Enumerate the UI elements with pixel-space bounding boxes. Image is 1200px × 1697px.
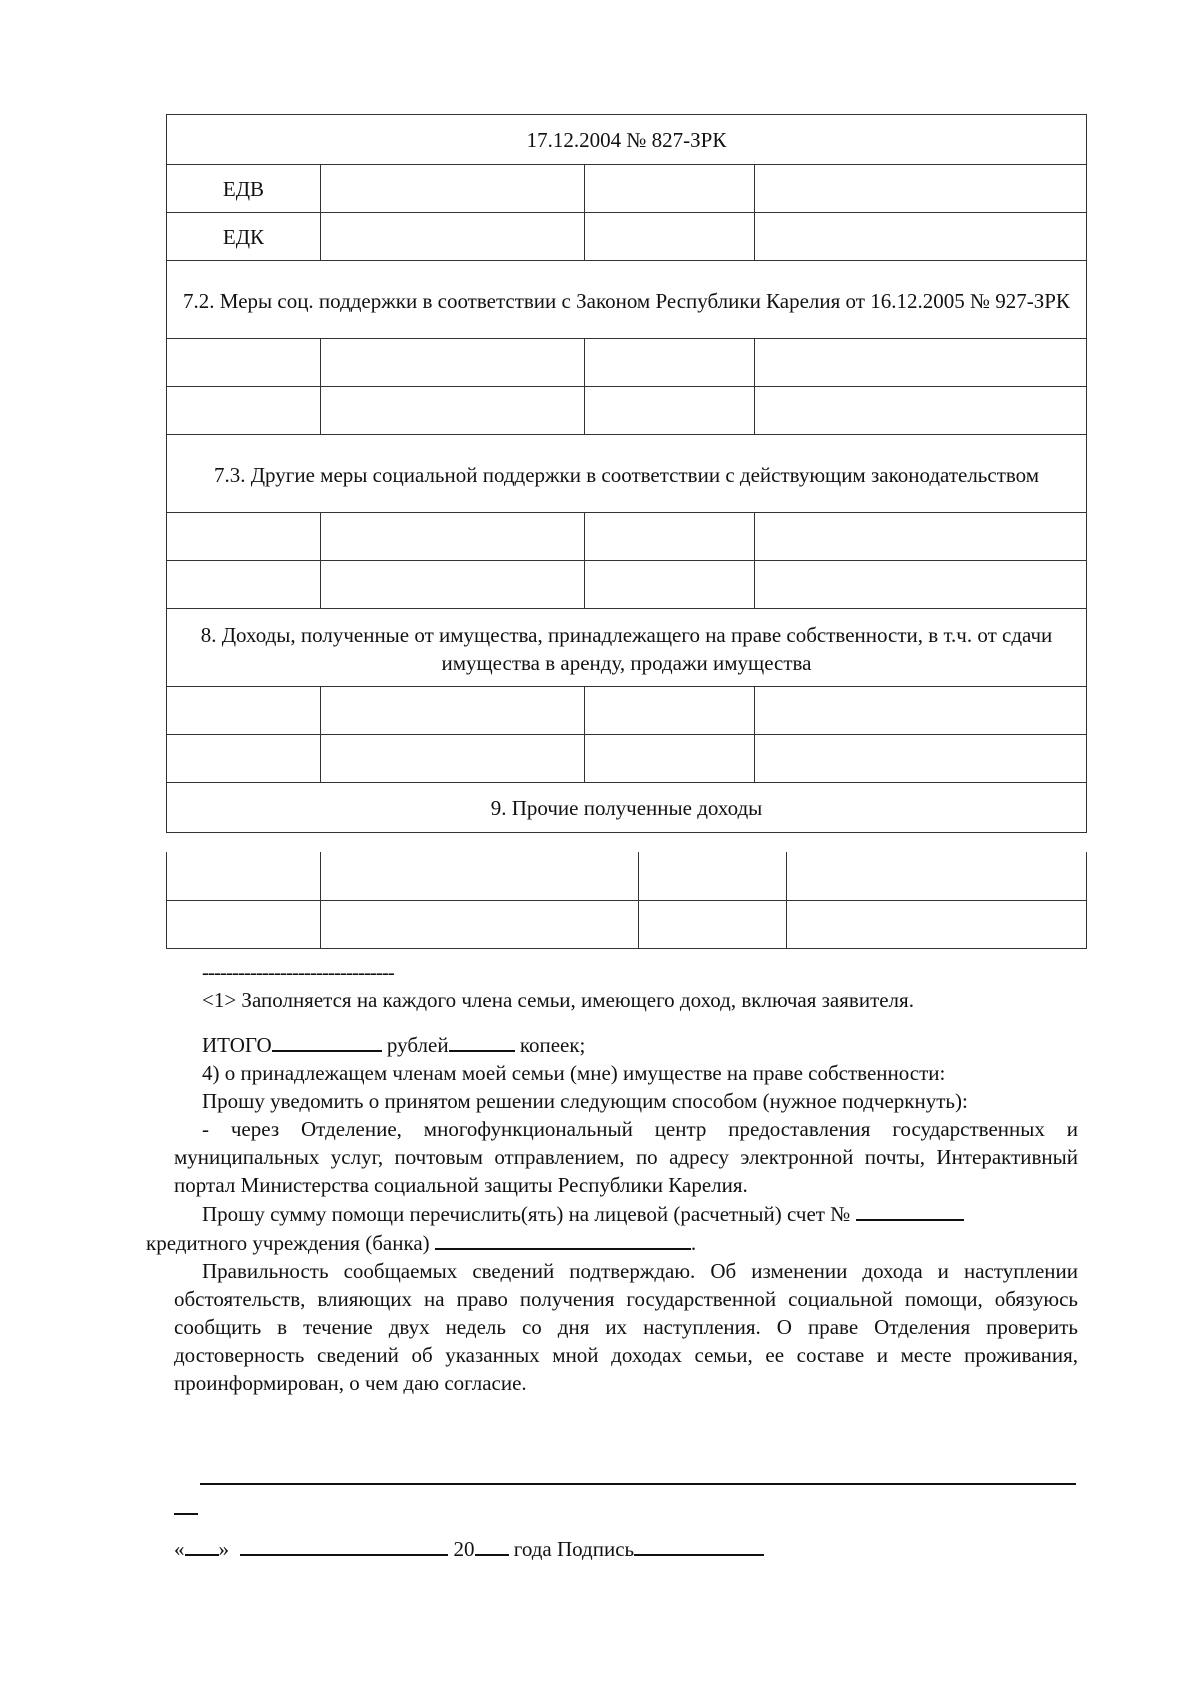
- table-row: [167, 735, 1087, 783]
- signature-label: года Подпись: [513, 1537, 635, 1561]
- table-cell[interactable]: [585, 735, 755, 783]
- table-cell[interactable]: [167, 900, 321, 948]
- notify-text: Прошу уведомить о принятом решении следующим способом (нужное подчеркнуть):: [202, 1089, 968, 1113]
- table-cell[interactable]: [585, 513, 755, 561]
- table-cell[interactable]: [755, 213, 1087, 261]
- footnote-separator: --------------------------------: [202, 960, 394, 984]
- transfer-text: [146, 1199, 1078, 1257]
- table-row: [167, 213, 1087, 261]
- table-row: [167, 513, 1087, 561]
- month-field[interactable]: [240, 1534, 448, 1556]
- table-cell[interactable]: [167, 513, 321, 561]
- edk-label: ЕДК: [167, 213, 321, 261]
- table-cell[interactable]: [167, 561, 321, 609]
- bank-label: кредитного учреждения (банка): [146, 1231, 430, 1255]
- table-cell[interactable]: [321, 900, 639, 948]
- income-table: [166, 114, 1087, 833]
- rub-label: рублей: [386, 1033, 449, 1057]
- table-cell[interactable]: [585, 561, 755, 609]
- line-stub: [174, 1513, 198, 1515]
- table-row: [167, 687, 1087, 735]
- bank-field[interactable]: [435, 1228, 691, 1250]
- kop-field[interactable]: [449, 1030, 515, 1052]
- table-cell[interactable]: [321, 513, 585, 561]
- day-field[interactable]: [185, 1534, 219, 1556]
- table-cell[interactable]: [167, 687, 321, 735]
- table-cell[interactable]: [167, 339, 321, 387]
- section-7-2-header: 7.2. Меры соц. поддержки в соответствии с Законом Республики Карелия от 16.12.2005 № 927-ЗРК: [167, 261, 1087, 339]
- transfer-label: Прошу сумму помощи перечислить(ять) на лицевой (расчетный) счет №: [202, 1202, 851, 1226]
- table-row: [167, 900, 1087, 948]
- table-cell[interactable]: [321, 852, 639, 900]
- table-row: [167, 561, 1087, 609]
- table-cell[interactable]: [755, 387, 1087, 435]
- table-cell[interactable]: [755, 687, 1087, 735]
- table-row: [167, 165, 1087, 213]
- section-7-3-header: 7.3. Другие меры социальной поддержки в соответствии с действующим законодательством: [167, 435, 1087, 513]
- table-cell[interactable]: [585, 165, 755, 213]
- table-cell[interactable]: [639, 852, 787, 900]
- table-cell[interactable]: [321, 213, 585, 261]
- table-cell[interactable]: [167, 387, 321, 435]
- table-cell[interactable]: [321, 687, 585, 735]
- table-cell[interactable]: [321, 387, 585, 435]
- table-cell[interactable]: [321, 561, 585, 609]
- account-number-field[interactable]: [856, 1199, 964, 1221]
- year-field[interactable]: [475, 1534, 509, 1556]
- section-9-header: 9. Прочие полученные доходы: [167, 783, 1087, 833]
- table-cell[interactable]: [585, 387, 755, 435]
- table-cell[interactable]: [755, 513, 1087, 561]
- open-quote: «: [174, 1537, 185, 1561]
- table-cell[interactable]: [755, 735, 1087, 783]
- kop-label: копеек;: [519, 1033, 586, 1057]
- name-line[interactable]: [200, 1483, 1076, 1485]
- table-cell[interactable]: [585, 213, 755, 261]
- item-4-text: 4) о принадлежащем членам моей семьи (мне) имуществе на праве собственности:: [202, 1061, 946, 1085]
- table-cell[interactable]: [167, 735, 321, 783]
- table-row: [167, 852, 1087, 900]
- form-notes: [146, 958, 1078, 1397]
- table-row: [167, 387, 1087, 435]
- year-prefix: 20: [453, 1537, 475, 1561]
- edv-label: ЕДВ: [167, 165, 321, 213]
- confirm-text: Правильность сообщаемых сведений подтверждаю. Об изменении дохода и наступлении обстоятельств, влияющих на право получения государственной социальной помощи, обязуюсь сообщить в течение двух недель со дня их наступления. О праве Отделения проверить достоверность сведений об указанных мной доходах семьи, ее составе и месте проживания, проинформирован, о чем даю согласие.: [174, 1259, 1078, 1395]
- other-income-table: [166, 852, 1087, 949]
- itogo-line: [174, 1030, 1078, 1059]
- period: .: [690, 1231, 697, 1255]
- itogo-label: ИТОГО: [202, 1033, 272, 1057]
- table-cell[interactable]: [755, 561, 1087, 609]
- table-cell[interactable]: [787, 852, 1087, 900]
- signature-field[interactable]: [634, 1534, 764, 1556]
- table-cell[interactable]: [167, 852, 321, 900]
- table-cell[interactable]: [787, 900, 1087, 948]
- signature-line: [174, 1534, 764, 1563]
- table-cell[interactable]: [321, 735, 585, 783]
- methods-text[interactable]: - через Отделение, многофункциональный центр предоставления государственных и муниципальных услуг, почтовым отправлением, по адресу электронной почты, Интерактивный портал Министерства социальной защиты Республики Карелия.: [174, 1117, 1078, 1197]
- table-cell[interactable]: [755, 165, 1087, 213]
- table-cell[interactable]: [585, 339, 755, 387]
- close-quote: »: [218, 1537, 229, 1561]
- table-cell[interactable]: [321, 339, 585, 387]
- section-8-header: 8. Доходы, полученные от имущества, принадлежащего на праве собственности, в т.ч. от сдачи имущества в аренду, продажи имущества: [167, 609, 1087, 687]
- table-cell[interactable]: [755, 339, 1087, 387]
- rub-field[interactable]: [272, 1030, 382, 1052]
- footnote-text: <1> Заполняется на каждого члена семьи, имеющего доход, включая заявителя.: [202, 988, 914, 1012]
- table-row: [167, 339, 1087, 387]
- table-cell[interactable]: [639, 900, 787, 948]
- table-cell[interactable]: [321, 165, 585, 213]
- law-827-header: 17.12.2004 № 827-ЗРК: [167, 115, 1087, 165]
- table-cell[interactable]: [585, 687, 755, 735]
